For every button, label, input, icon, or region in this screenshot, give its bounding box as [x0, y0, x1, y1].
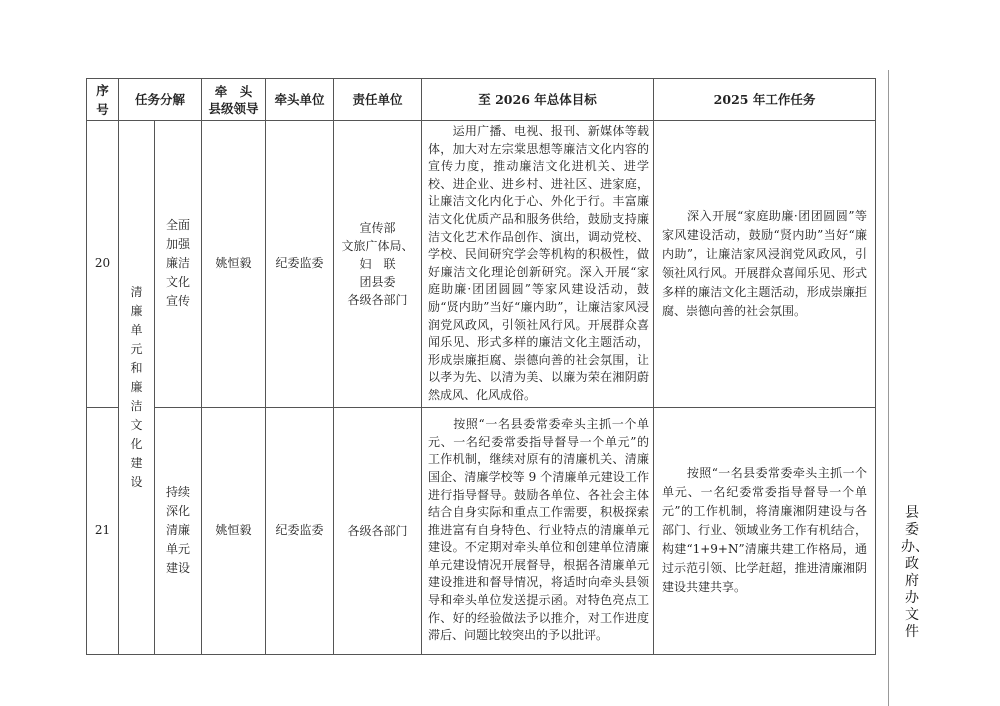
subtask-cell: 持续深化清廉单元建设	[155, 407, 202, 654]
goal-cell: 按照“一名县委常委牵头主抓一个单元、一名纪委常委指导督导一个单元”的工作机制，继续对原有的清廉机关、清廉国企、清廉学校等 9 个清廉单元建设工作进行指导督导。鼓励各单位、各社会主体结合自身实际和重点工作需要，积极探索推进富有自身特色、行业特点的清廉单元建设。不定期对牵头单位和创建单位清廉单元建设情况开展督导，根据各清廉单元建设推进和督导情况，将适时向牵头县领导和牵头单位发送提示函。对特色亮点工作、好的经验做法予以推介，对工作进度滞后、问题比较突出的予以批评。	[422, 407, 654, 654]
responsible-units-cell: 宣传部 文旅广体局、 妇 联 团县委 各级各部门	[334, 121, 422, 408]
leader-cell: 姚恒毅	[202, 121, 266, 408]
goal-cell: 运用广播、电视、报刊、新媒体等载体，加大对左宗棠思想等廉洁文化内容的宣传力度，推动廉洁文化进机关、进学校、进企业、进乡村、进社区、进家庭，让廉洁文化内化于心、外化于行。丰富廉洁文化优质产品和服务供给，鼓励支持廉洁文化艺术作品创作、演出，调动党校、学校、民间研究学会等机构的积极性，做好廉洁文化理论创新研究。深入开展“家庭助廉·团团圆圆”等家风建设活动，鼓励“贤内助”当好“廉内助”，让廉洁家风浸润党风政风，引领社风行风。开展群众喜闻乐见、形式多样的廉洁文化主题活动，形成崇廉拒腐、崇德向善的社会氛围，让以孝为先、以清为美、以廉为荣在湘阴蔚然成风、化风成俗。	[422, 121, 654, 408]
header-task-breakdown: 任务分解	[119, 79, 202, 121]
header-goal-2026: 至 2026 年总体目标	[422, 79, 654, 121]
table-row	[87, 121, 876, 408]
side-label: 县委办、政府办文件	[901, 505, 929, 640]
category-cell: 清廉单元和廉洁文化建设	[119, 121, 155, 655]
subtask-cell: 全面加强廉洁文化宣传	[155, 121, 202, 408]
header-lead-leader: 牵 头 县级领导	[202, 79, 266, 121]
header-index: 序号	[87, 79, 119, 121]
table-header-row	[87, 79, 876, 121]
lead-unit-cell: 纪委监委	[266, 121, 334, 408]
header-responsible-unit: 责任单位	[334, 79, 422, 121]
row-index: 20	[87, 121, 119, 408]
responsible-units-cell: 各级各部门	[334, 407, 422, 654]
header-task-2025: 2025 年工作任务	[654, 79, 876, 121]
row-index: 21	[87, 407, 119, 654]
task-cell: 深入开展“家庭助廉·团团圆圆”等家风建设活动，鼓励“贤内助”当好“廉内助”，让廉洁家风浸润党风政风，引领社风行风。开展群众喜闻乐见、形式多样的廉洁文化主题活动，形成崇廉拒腐、崇德向善的社会氛围。	[654, 121, 876, 408]
leader-cell: 姚恒毅	[202, 407, 266, 654]
header-lead-unit: 牵头单位	[266, 79, 334, 121]
page-divider-line	[888, 70, 889, 706]
lead-unit-cell: 纪委监委	[266, 407, 334, 654]
table-row	[87, 407, 876, 654]
task-cell: 按照“一名县委常委牵头主抓一个单元、一名纪委常委指导督导一个单元”的工作机制，将清廉湘阴建设与各部门、行业、领域业务工作有机结合，构建“1+9+N”清廉共建工作格局，通过示范引领、比学赶超，推进清廉湘阴建设共建共享。	[654, 407, 876, 654]
work-task-table	[86, 78, 876, 655]
